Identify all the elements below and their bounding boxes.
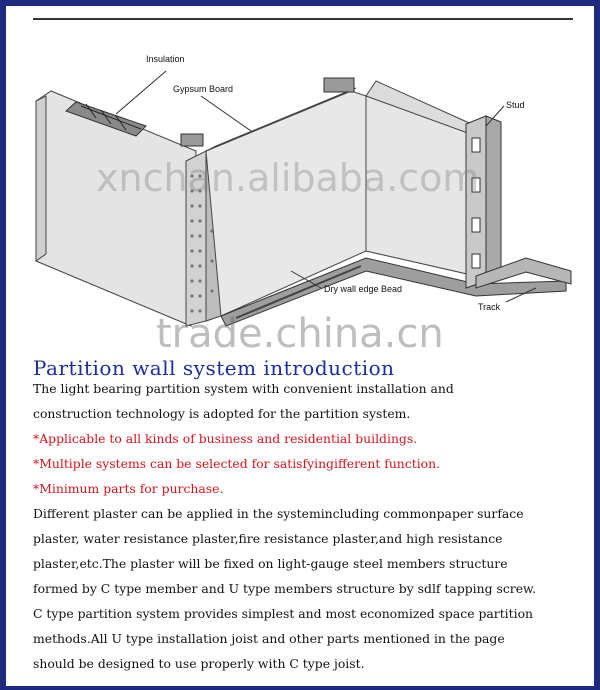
top-divider: [33, 18, 573, 20]
paragraph-line: methods.All U type installation joist and other parts mentioned in the page: [33, 631, 505, 646]
paragraph-line: plaster,etc.The plaster will be fixed on light-gauge steel members structure: [33, 556, 508, 571]
paragraph-line: should be designed to use properly with C type joist.: [33, 656, 365, 671]
label-edge-bead: Dry wall edge Bead: [324, 284, 403, 294]
watermark-trade-china: trade.china.cn: [156, 311, 444, 357]
paragraph-line: C type partition system provides simplest and most economized space partition: [33, 606, 534, 621]
bullet-item: *Minimum parts for purchase.: [33, 481, 224, 496]
section-title: Partition wall system introduction: [33, 356, 395, 380]
watermark-alibaba: xnchan.alibaba.com: [96, 156, 480, 200]
bullet-item: *Applicable to all kinds of business and residential buildings.: [33, 431, 418, 446]
intro-line: construction technology is adopted for the partition system.: [33, 406, 411, 421]
label-stud: Stud: [506, 100, 525, 110]
label-track: Track: [478, 302, 501, 312]
label-insulation: Insulation: [146, 54, 185, 64]
paragraph-line: Different plaster can be applied in the systemincluding commonpaper surface: [33, 506, 524, 521]
paragraph-line: formed by C type member and U type members structure by sdlf tapping screw.: [33, 581, 537, 596]
paragraph-line: plaster, water resistance plaster,fire resistance plaster,and high resistance: [33, 531, 503, 546]
bullet-item: *Multiple systems can be selected for satisfyingifferent function.: [33, 456, 441, 471]
label-gypsum-board: Gypsum Board: [173, 84, 234, 94]
intro-line: The light bearing partition system with convenient installation and: [33, 381, 454, 396]
content-frame: [6, 6, 594, 686]
